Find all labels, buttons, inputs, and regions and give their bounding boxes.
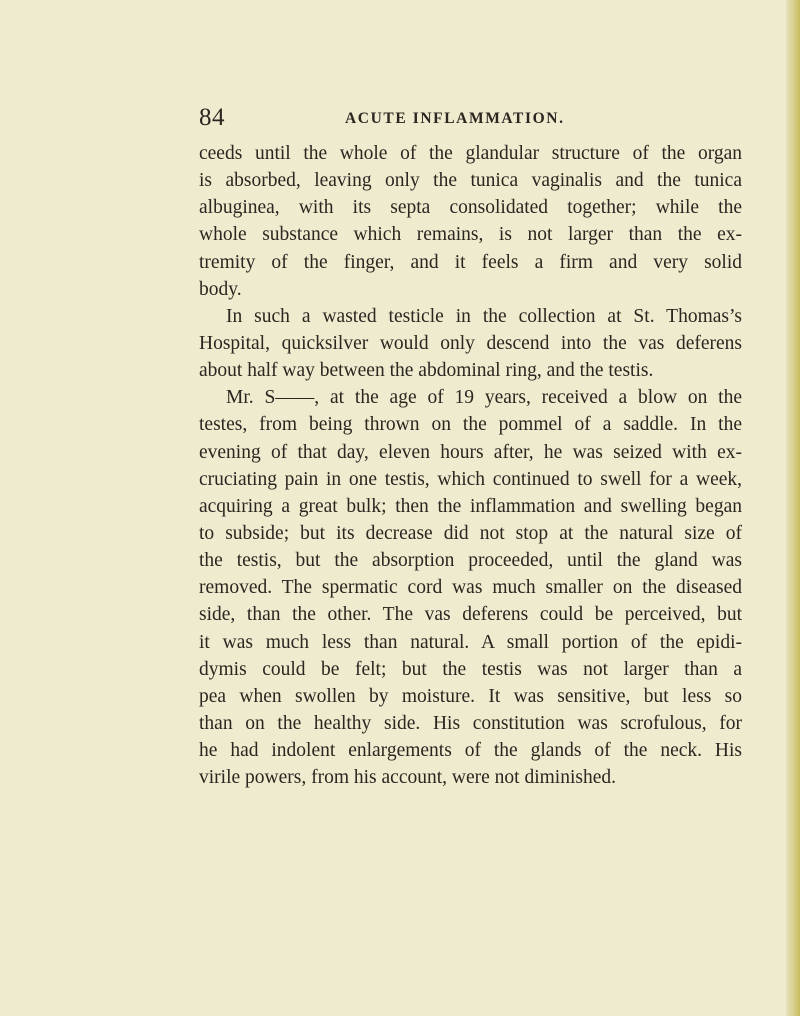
text-line: removed. The spermatic cord was much smaller on the diseased [199, 577, 742, 599]
text-line: In such a wasted testicle in the collection at St. Thomas’s [226, 305, 742, 327]
text-line: to subside; but its decrease did not stop at the natural size of [199, 522, 742, 544]
body-text [199, 140, 742, 791]
text-line: virile powers, from his account, were not diminished. [199, 767, 616, 789]
running-head: ACUTE INFLAMMATION. [345, 110, 565, 127]
text-line: evening of that day, eleven hours after, he was seized with ex- [199, 441, 742, 463]
text-line: ceeds until the whole of the glandular structure of the organ [199, 143, 742, 164]
text-line: tremity of the finger, and it feels a firm and very solid [199, 251, 742, 273]
text-line: it was much less than natural. A small portion of the epidi- [199, 631, 742, 653]
text-line: side, than the other. The vas deferens could be perceived, but [199, 604, 742, 626]
page-edge [786, 0, 800, 1016]
text-line: dymis could be felt; but the testis was not larger than a [199, 658, 742, 680]
text-line: Hospital, quicksilver would only descend into the vas deferens [199, 332, 742, 354]
text-line: acquiring a great bulk; then the inflammation and swelling began [199, 495, 742, 517]
text-line: body. [199, 278, 242, 300]
text-line: he had indolent enlargements of the glands of the neck. His [199, 740, 742, 762]
text-line: pea when swollen by moisture. It was sensitive, but less so [199, 685, 742, 707]
text-line: cruciating pain in one testis, which continued to swell for a week, [199, 468, 742, 490]
text-line: is absorbed, leaving only the tunica vaginalis and the tunica [199, 170, 742, 192]
page-header [199, 100, 739, 136]
text-line: than on the healthy side. His constitution was scrofulous, for [199, 712, 742, 734]
text-line: Mr. S——, at the age of 19 years, received a blow on the [226, 387, 742, 409]
page-number: 84 [199, 104, 225, 131]
text-line: about half way between the abdominal ring, and the testis. [199, 360, 654, 382]
text-line: testes, from being thrown on the pommel of a saddle. In the [199, 414, 742, 436]
text-line: the testis, but the absorption proceeded, until the gland was [199, 550, 742, 572]
text-line: whole substance which remains, is not larger than the ex- [199, 224, 742, 246]
text-line: albuginea, with its septa consolidated together; while the [199, 197, 742, 219]
